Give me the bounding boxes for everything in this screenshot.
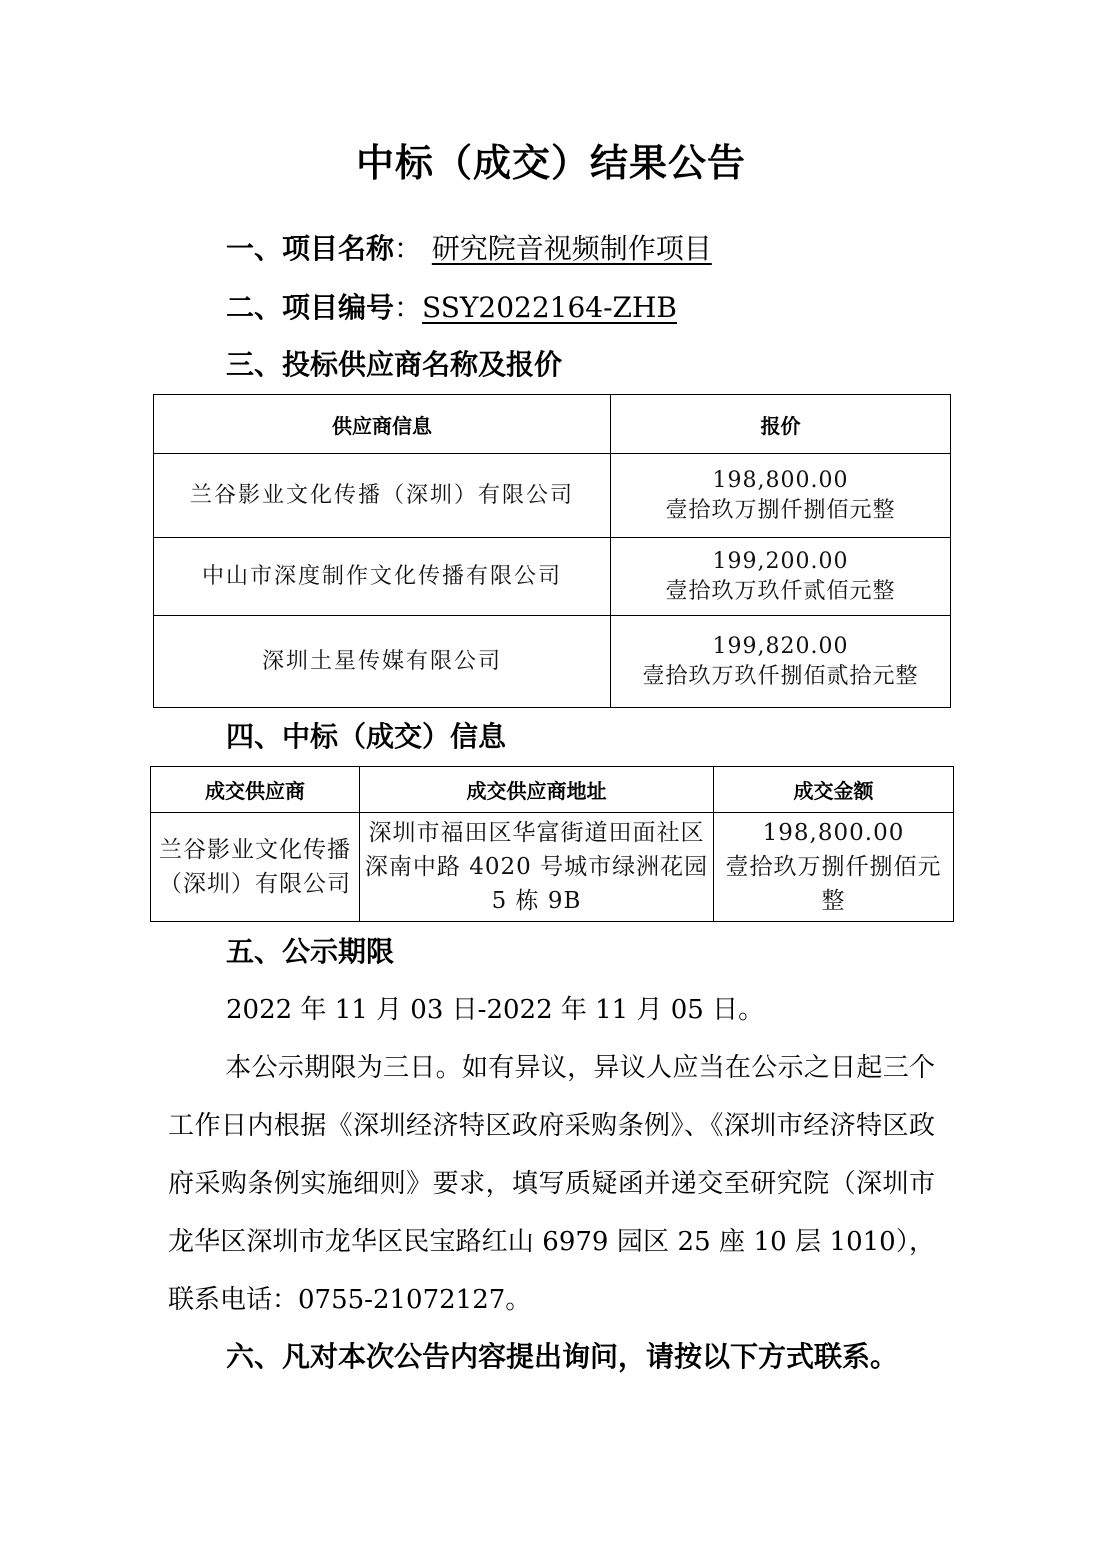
project-number-colon: ： xyxy=(394,291,423,324)
award-amount-number: 198,800.00 xyxy=(762,820,905,846)
bid-price-cell xyxy=(611,454,951,538)
bid-supplier-cell: 深圳土星传媒有限公司 xyxy=(154,616,611,708)
bid-supplier-cell: 兰谷影业文化传播（深圳）有限公司 xyxy=(154,454,611,538)
award-amount-cell xyxy=(714,813,954,922)
table-row xyxy=(154,538,951,616)
page-title: 中标（成交）结果公告 xyxy=(355,141,746,185)
bid-section-heading: 三、投标供应商名称及报价 xyxy=(226,348,563,381)
award-supplier-cell: 兰谷影业文化传播（深圳）有限公司 xyxy=(151,813,360,922)
bid-price-text: 壹拾玖万玖仟捌佰贰拾元整 xyxy=(642,663,919,689)
project-name-value: 研究院音视频制作项目 xyxy=(431,232,712,265)
award-header-address: 成交供应商地址 xyxy=(360,767,714,813)
bid-price-cell xyxy=(611,616,951,708)
award-section-heading: 四、中标（成交）信息 xyxy=(226,720,507,753)
notice-paragraph-text: 本公示期限为三日。如有异议，异议人应当在公示之日起三个工作日内根据《深圳经济特区政府采购条例》、《深圳市经济特区政府采购条例实施细则》要求，填写质疑函并递交至研究院（深圳市龙华区深圳市龙华区民宝路红山 6979 园区 25 座 10 层 1010），联系电话：0755-21072127。 xyxy=(168,1053,935,1315)
award-table-header-row xyxy=(151,767,954,813)
period-dates: 2022 年 11 月 03 日-2022 年 11 月 05 日。 xyxy=(226,995,765,1025)
award-amount-text: 壹拾玖万捌仟捌佰元整 xyxy=(725,854,942,914)
bid-header-price: 报价 xyxy=(611,395,951,454)
table-row xyxy=(154,616,951,708)
contact-section-heading: 六、凡对本次公告内容提出询问，请按以下方式联系。 xyxy=(226,1340,899,1373)
bid-price-number: 199,200.00 xyxy=(712,548,849,574)
project-name-colon: ： xyxy=(394,232,423,265)
bid-table xyxy=(153,394,951,708)
award-address-cell: 深圳市福田区华富街道田面社区深南中路 4020 号城市绿洲花园 5 栋 9B xyxy=(360,813,714,922)
bid-price-cell xyxy=(611,538,951,616)
table-row xyxy=(151,813,954,922)
bid-header-supplier: 供应商信息 xyxy=(154,395,611,454)
bid-price-text: 壹拾玖万捌仟捌佰元整 xyxy=(665,497,896,523)
bid-price-number: 199,820.00 xyxy=(712,633,849,659)
notice-paragraph xyxy=(168,1039,935,1329)
project-number-label: 二、项目编号 xyxy=(226,291,395,324)
table-row xyxy=(154,454,951,538)
bid-price-text: 壹拾玖万玖仟贰佰元整 xyxy=(665,578,896,604)
project-number-value: SSY2022164-ZHB xyxy=(422,291,677,324)
bid-supplier-cell: 中山市深度制作文化传播有限公司 xyxy=(154,538,611,616)
award-header-supplier: 成交供应商 xyxy=(151,767,360,813)
project-name-label: 一、项目名称 xyxy=(226,232,395,265)
project-name-heading xyxy=(226,229,712,269)
bid-table-header-row xyxy=(154,395,951,454)
award-header-amount: 成交金额 xyxy=(714,767,954,813)
period-section-heading: 五、公示期限 xyxy=(226,935,395,968)
project-number-heading xyxy=(226,288,677,328)
award-table xyxy=(150,766,954,922)
bid-price-number: 198,800.00 xyxy=(712,467,849,493)
